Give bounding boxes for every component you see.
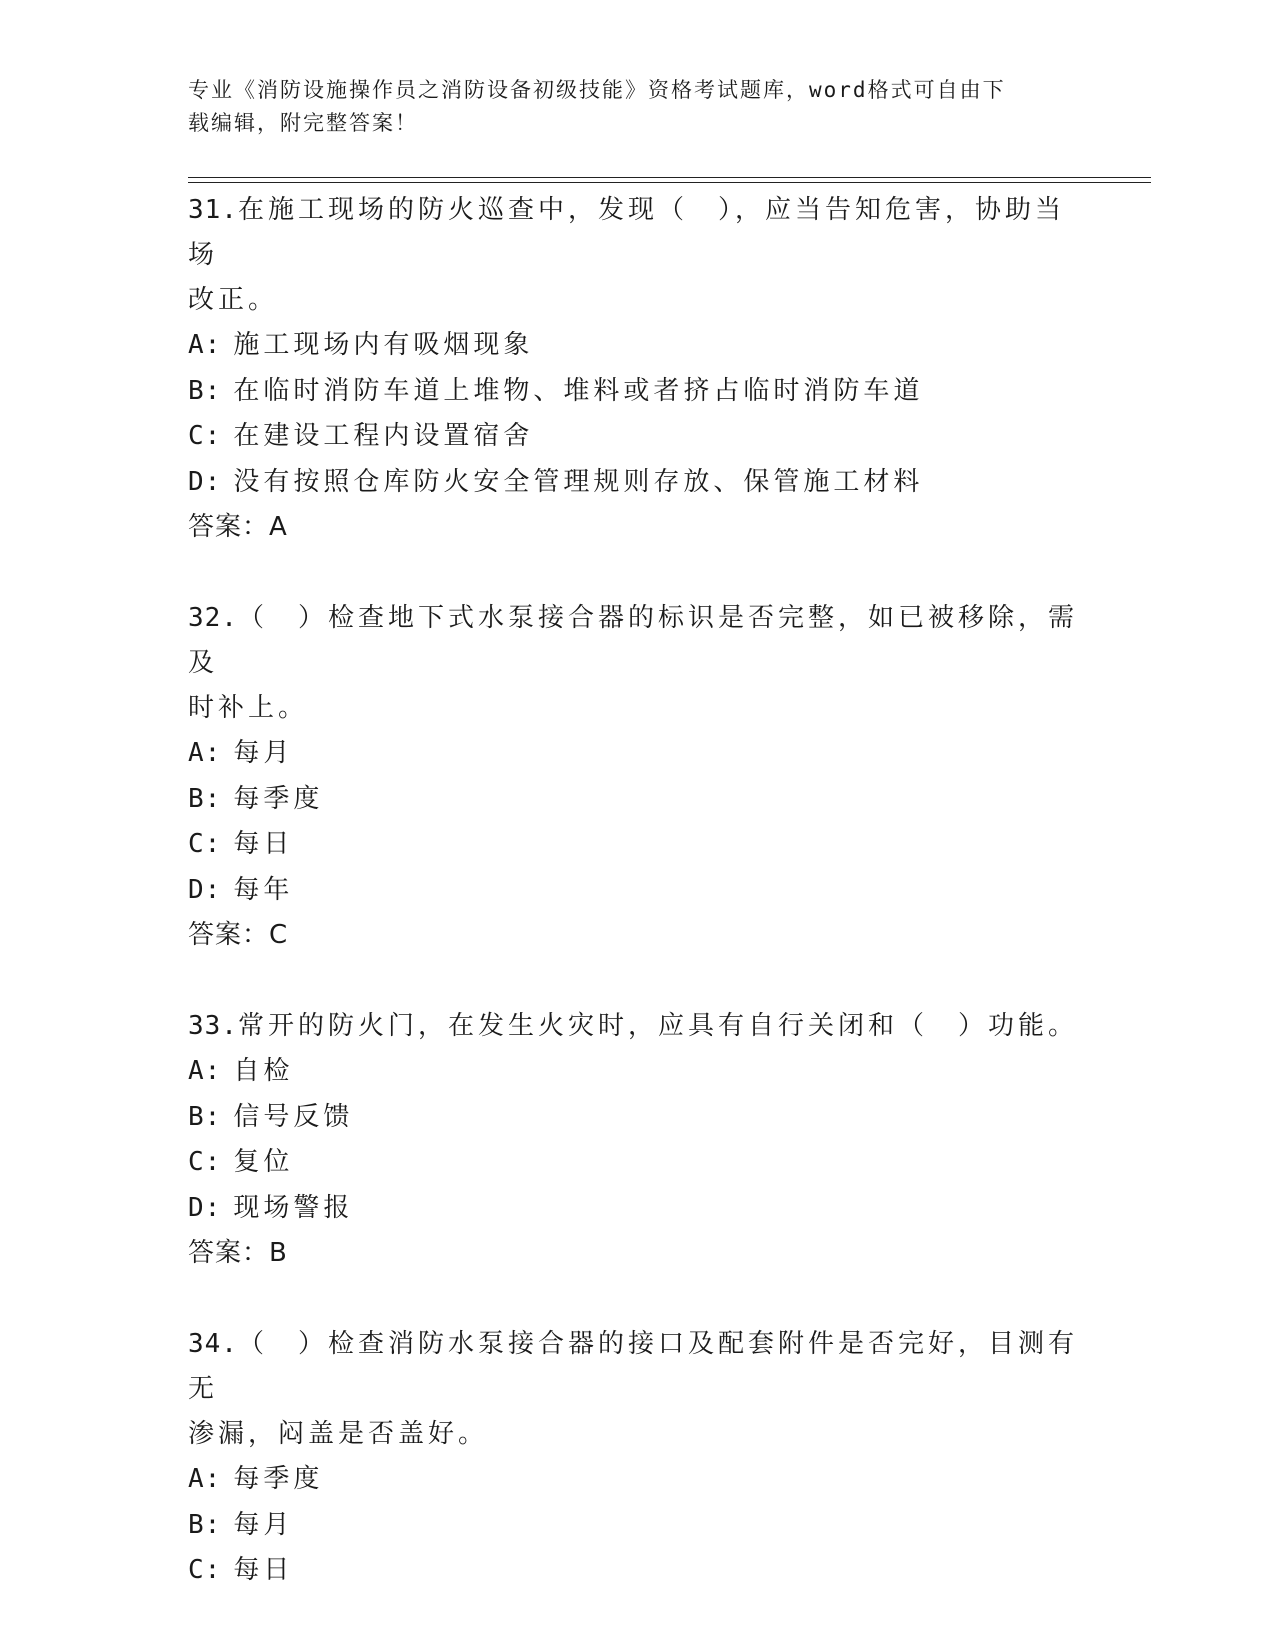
question-list (188, 188, 1088, 1641)
option-b (188, 369, 1088, 415)
answer-line: 答案：C (188, 920, 289, 950)
option-letter: B: (188, 783, 222, 814)
option-letter: A: (188, 1056, 222, 1086)
question-number: 31. (188, 195, 238, 225)
option-d (188, 1186, 1088, 1232)
question-stem-line-1: （ ）检查消防水泵接合器的接口及配套附件是否完好，目测有无 (188, 1329, 1078, 1404)
header-line-1: 专业《消防设施操作员之消防设备初级技能》资格考试题库，word格式可自由下 (188, 78, 1006, 102)
question-stem-line-1: 常开的防火门，在发生火灾时，应具有自行关闭和（ ）功能。 (237, 1011, 1078, 1041)
question-31 (188, 188, 1088, 549)
option-b (188, 1503, 1088, 1549)
question-34 (188, 1322, 1088, 1594)
option-text: 每日 (233, 829, 294, 859)
option-b (188, 1095, 1088, 1141)
option-d (188, 460, 1088, 506)
question-stem (188, 1322, 1088, 1412)
option-d (188, 868, 1088, 914)
document-header (188, 74, 1068, 140)
option-a (188, 1049, 1088, 1095)
option-text: 每月 (233, 1509, 294, 1540)
option-letter: C: (188, 1555, 222, 1585)
option-b (188, 777, 1088, 823)
option-text: 信号反馈 (233, 1101, 354, 1132)
question-stem-line-1: （ ）检查地下式水泵接合器的标识是否完整，如已被移除，需及 (188, 603, 1078, 678)
option-letter: B: (188, 1101, 222, 1132)
option-letter: A: (188, 738, 222, 768)
option-letter: B: (188, 1509, 222, 1540)
option-text: 每年 (233, 874, 294, 905)
option-letter: A: (188, 1464, 222, 1494)
option-text: 施工现场内有吸烟现象 (233, 330, 534, 360)
option-text: 每日 (233, 1555, 294, 1585)
question-number: 32. (188, 603, 238, 633)
question-stem-line-2: 改正。 (188, 285, 279, 315)
question-stem-line-2: 时补上。 (188, 693, 309, 723)
option-letter: C: (188, 829, 222, 859)
question-stem-line-2: 渗漏，闷盖是否盖好。 (188, 1419, 489, 1449)
question-number: 33. (188, 1011, 238, 1041)
option-text: 复位 (233, 1147, 294, 1177)
option-text: 现场警报 (233, 1192, 354, 1223)
answer-line: 答案：A (188, 512, 288, 542)
question-32 (188, 596, 1088, 957)
question-number: 34. (188, 1329, 238, 1359)
option-a (188, 323, 1088, 369)
option-text: 在建设工程内设置宿舍 (233, 421, 534, 451)
header-divider-bottom (188, 182, 1151, 183)
option-letter: D: (188, 1192, 222, 1223)
option-letter: C: (188, 421, 222, 451)
question-stem (188, 188, 1088, 278)
option-c (188, 1548, 1088, 1594)
option-text: 每季度 (233, 1464, 324, 1494)
option-letter: B: (188, 375, 222, 406)
option-text: 自检 (233, 1056, 294, 1086)
header-divider-top (188, 177, 1151, 178)
question-stem (188, 1004, 1088, 1049)
option-text: 在临时消防车道上堆物、堆料或者挤占临时消防车道 (233, 375, 924, 406)
option-a (188, 731, 1088, 777)
option-letter: D: (188, 466, 222, 497)
option-c (188, 414, 1088, 460)
option-letter: C: (188, 1147, 222, 1177)
option-letter: D: (188, 874, 222, 905)
option-text: 每季度 (233, 783, 324, 814)
option-c (188, 822, 1088, 868)
option-letter: A: (188, 330, 222, 360)
option-c (188, 1140, 1088, 1186)
question-33 (188, 1004, 1088, 1275)
answer-line: 答案：B (188, 1238, 288, 1268)
option-a (188, 1457, 1088, 1503)
question-stem-line-1: 在施工现场的防火巡查中，发现（ ），应当告知危害，协助当场 (188, 195, 1065, 270)
option-text: 没有按照仓库防火安全管理规则存放、保管施工材料 (233, 466, 924, 497)
question-stem (188, 596, 1088, 686)
option-text: 每月 (233, 738, 294, 768)
header-line-2: 载编辑，附完整答案！ (188, 111, 418, 135)
